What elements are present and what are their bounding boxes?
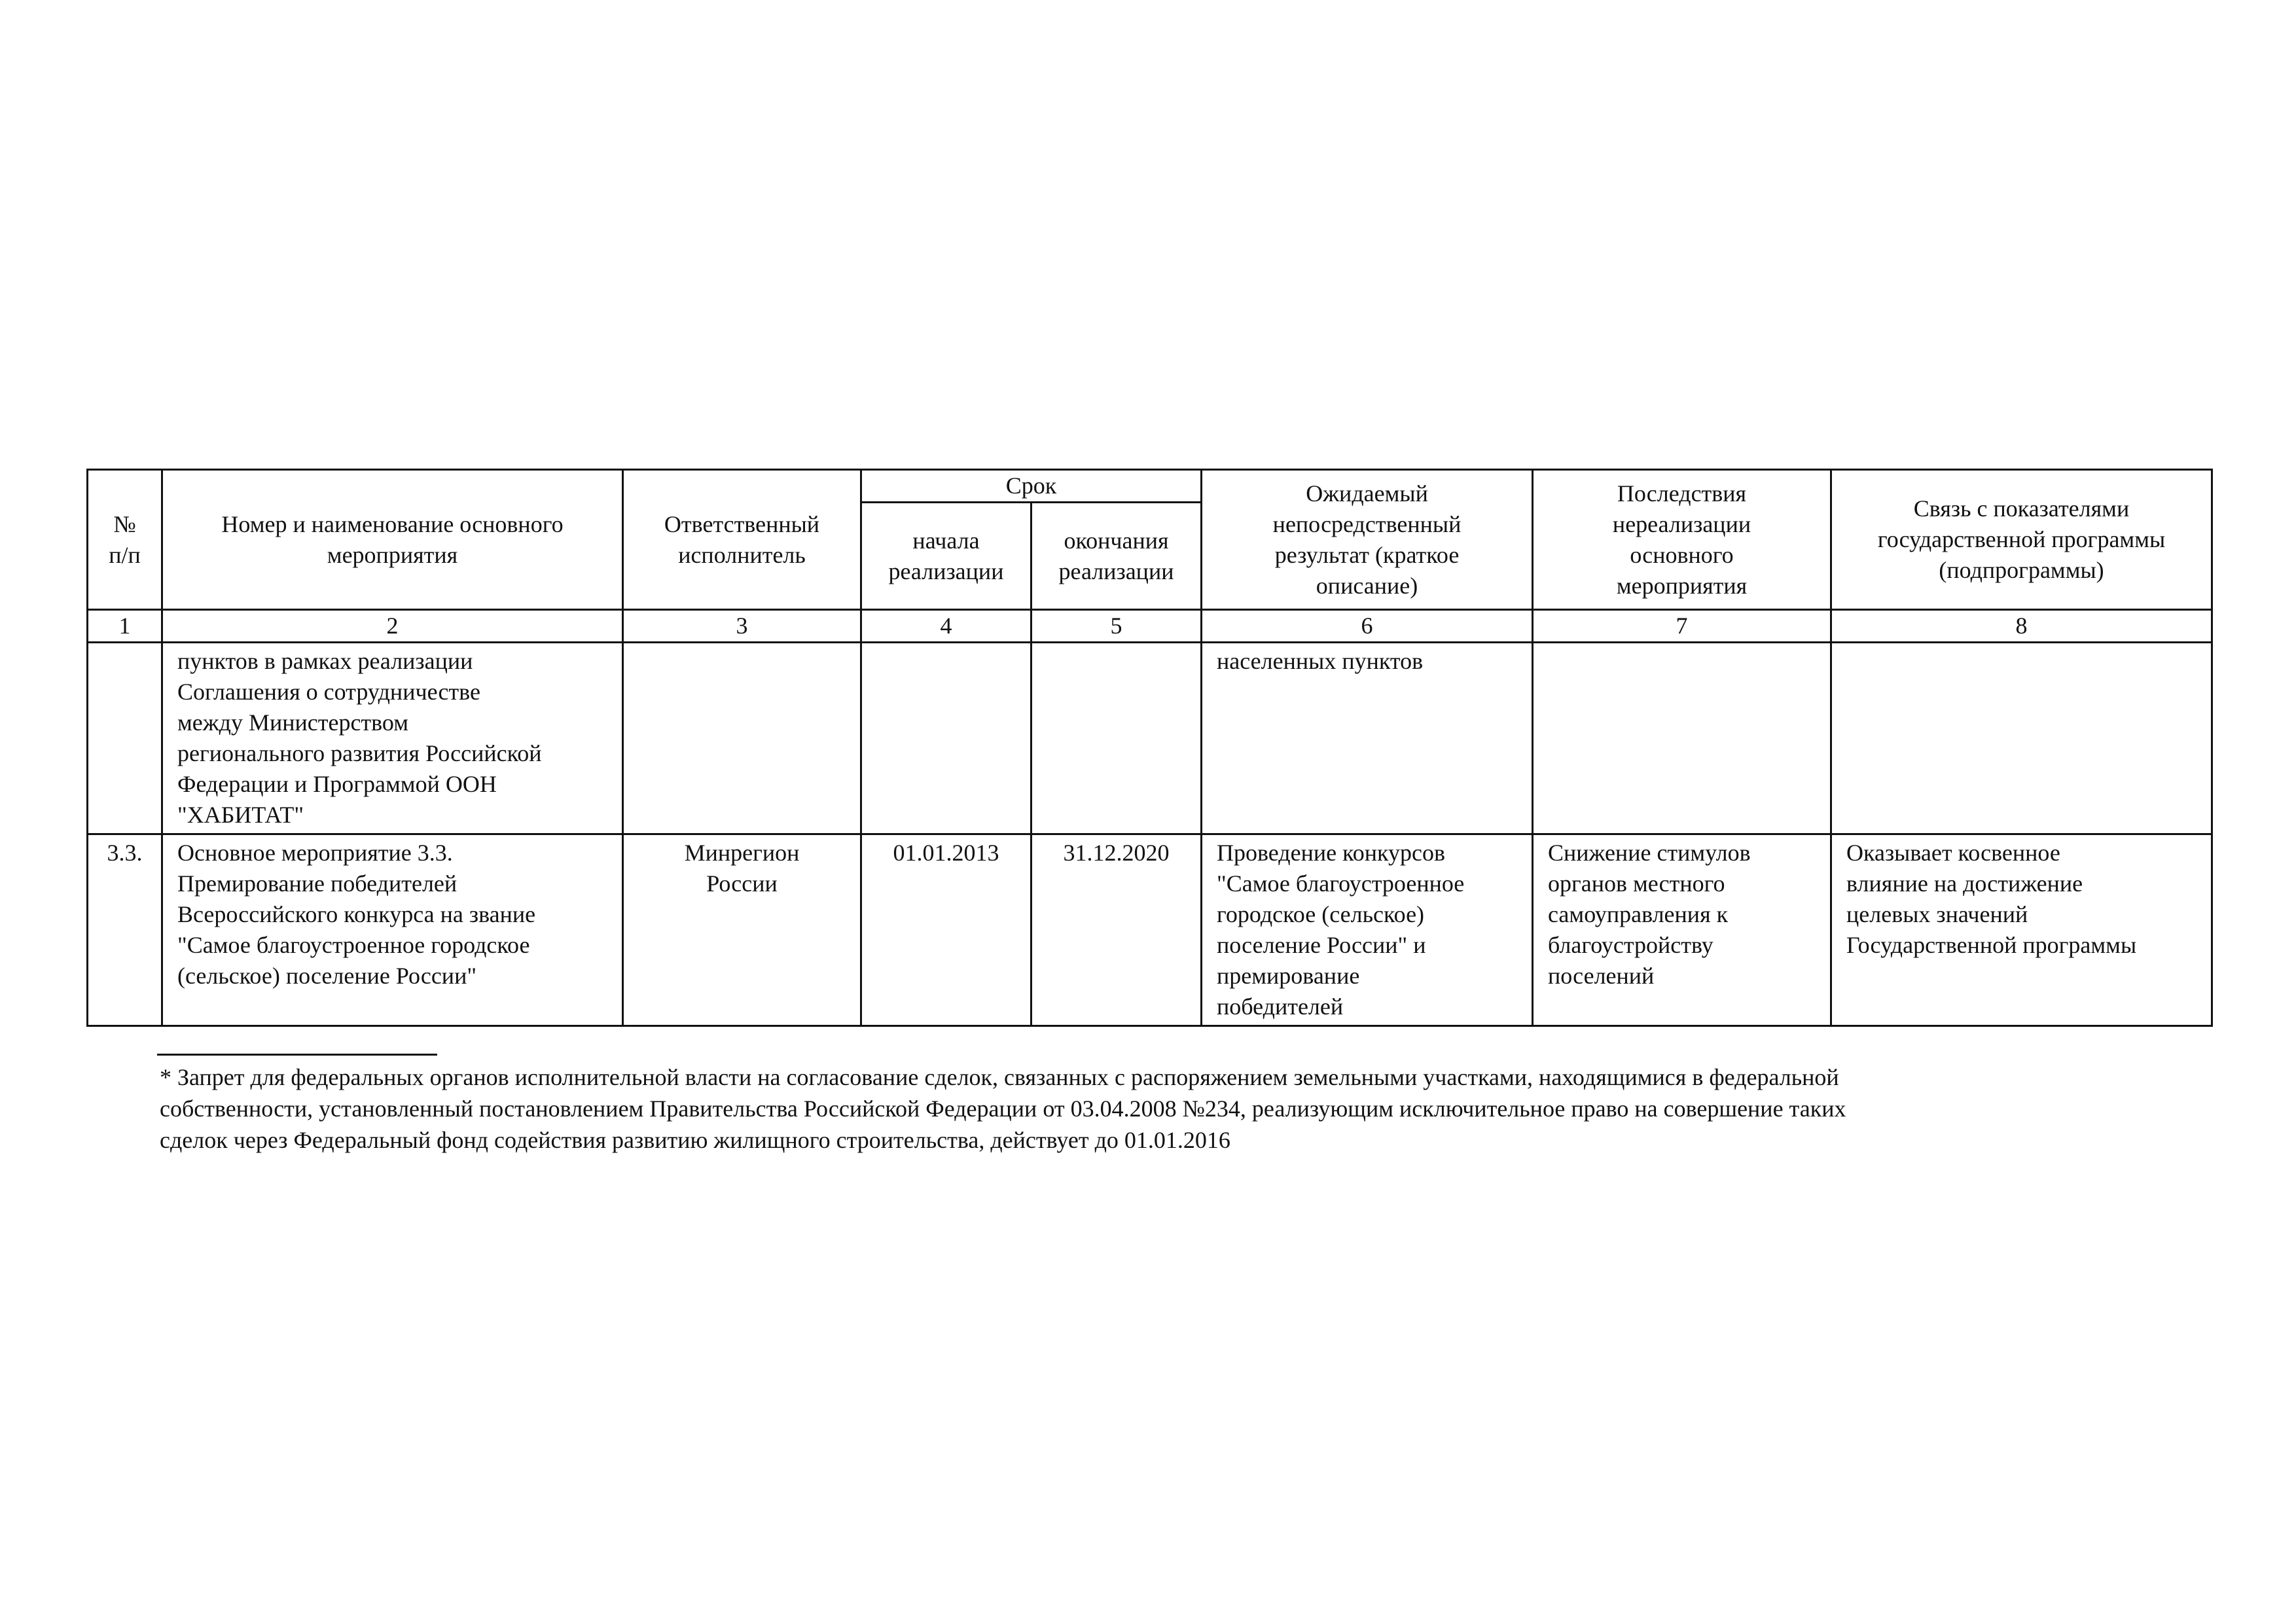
column-number: 6 xyxy=(1202,610,1533,643)
cell-result: населенных пунктов xyxy=(1202,643,1533,834)
column-number: 8 xyxy=(1831,610,2212,643)
table-row xyxy=(88,834,2212,1026)
column-number: 3 xyxy=(623,610,861,643)
header-num: № п/п xyxy=(88,470,162,610)
cell-link xyxy=(1831,643,2212,834)
cell-num xyxy=(88,643,162,834)
header-consequences: Последствия нереализации основного мероприятия xyxy=(1533,470,1831,610)
footnote-separator xyxy=(157,1054,437,1056)
cell-end xyxy=(1031,643,1202,834)
header-result: Ожидаемый непосредственный результат (краткое описание) xyxy=(1202,470,1533,610)
column-numbers-row xyxy=(88,610,2212,643)
cell-executor: Минрегион России xyxy=(623,834,861,1026)
header-term: Срок xyxy=(861,470,1202,503)
cell-end: 31.12.2020 xyxy=(1031,834,1202,1026)
header-name: Номер и наименование основного мероприятия xyxy=(162,470,623,610)
header-start: начала реализации xyxy=(861,503,1031,610)
column-number: 1 xyxy=(88,610,162,643)
footnote-line: сделок через Федеральный фонд содействия развитию жилищного строительства, действует до 01.01.2016 xyxy=(160,1127,1230,1153)
cell-start xyxy=(861,643,1031,834)
footnote-line: собственности, установленный постановлением Правительства Российской Федерации от 03.04.2008 №234, реализующим исключительное право на совершение таких xyxy=(160,1096,1846,1122)
table-row xyxy=(88,643,2212,834)
column-number: 5 xyxy=(1031,610,1202,643)
footnote xyxy=(160,1061,2123,1156)
cell-num: 3.3. xyxy=(88,834,162,1026)
header-link: Связь с показателями государственной программы (подпрограммы) xyxy=(1831,470,2212,610)
column-number: 7 xyxy=(1533,610,1831,643)
cell-name: пунктов в рамках реализации Соглашения о сотрудничестве между Министерством регионального развития Российской Федерации и Программой ООН "ХАБИТАТ" xyxy=(162,643,623,834)
cell-executor xyxy=(623,643,861,834)
cell-consequences: Снижение стимулов органов местного самоуправления к благоустройству поселений xyxy=(1533,834,1831,1026)
cell-name: Основное мероприятие 3.3. Премирование победителей Всероссийского конкурса на звание "Самое благоустроенное городское (сельское) поселение России" xyxy=(162,834,623,1026)
cell-result: Проведение конкурсов "Самое благоустроенное городское (сельское) поселение России" и премирование победителей xyxy=(1202,834,1533,1026)
column-number: 4 xyxy=(861,610,1031,643)
footnote-line: * Запрет для федеральных органов исполнительной власти на согласование сделок, связанных с распоряжением земельными участками, находящимися в федеральной xyxy=(160,1064,1839,1090)
column-number: 2 xyxy=(162,610,623,643)
header-executor: Ответственный исполнитель xyxy=(623,470,861,610)
activities-table xyxy=(86,469,2213,1027)
cell-link: Оказывает косвенное влияние на достижение целевых значений Государственной программы xyxy=(1831,834,2212,1026)
cell-start: 01.01.2013 xyxy=(861,834,1031,1026)
header-end: окончания реализации xyxy=(1031,503,1202,610)
cell-consequences xyxy=(1533,643,1831,834)
